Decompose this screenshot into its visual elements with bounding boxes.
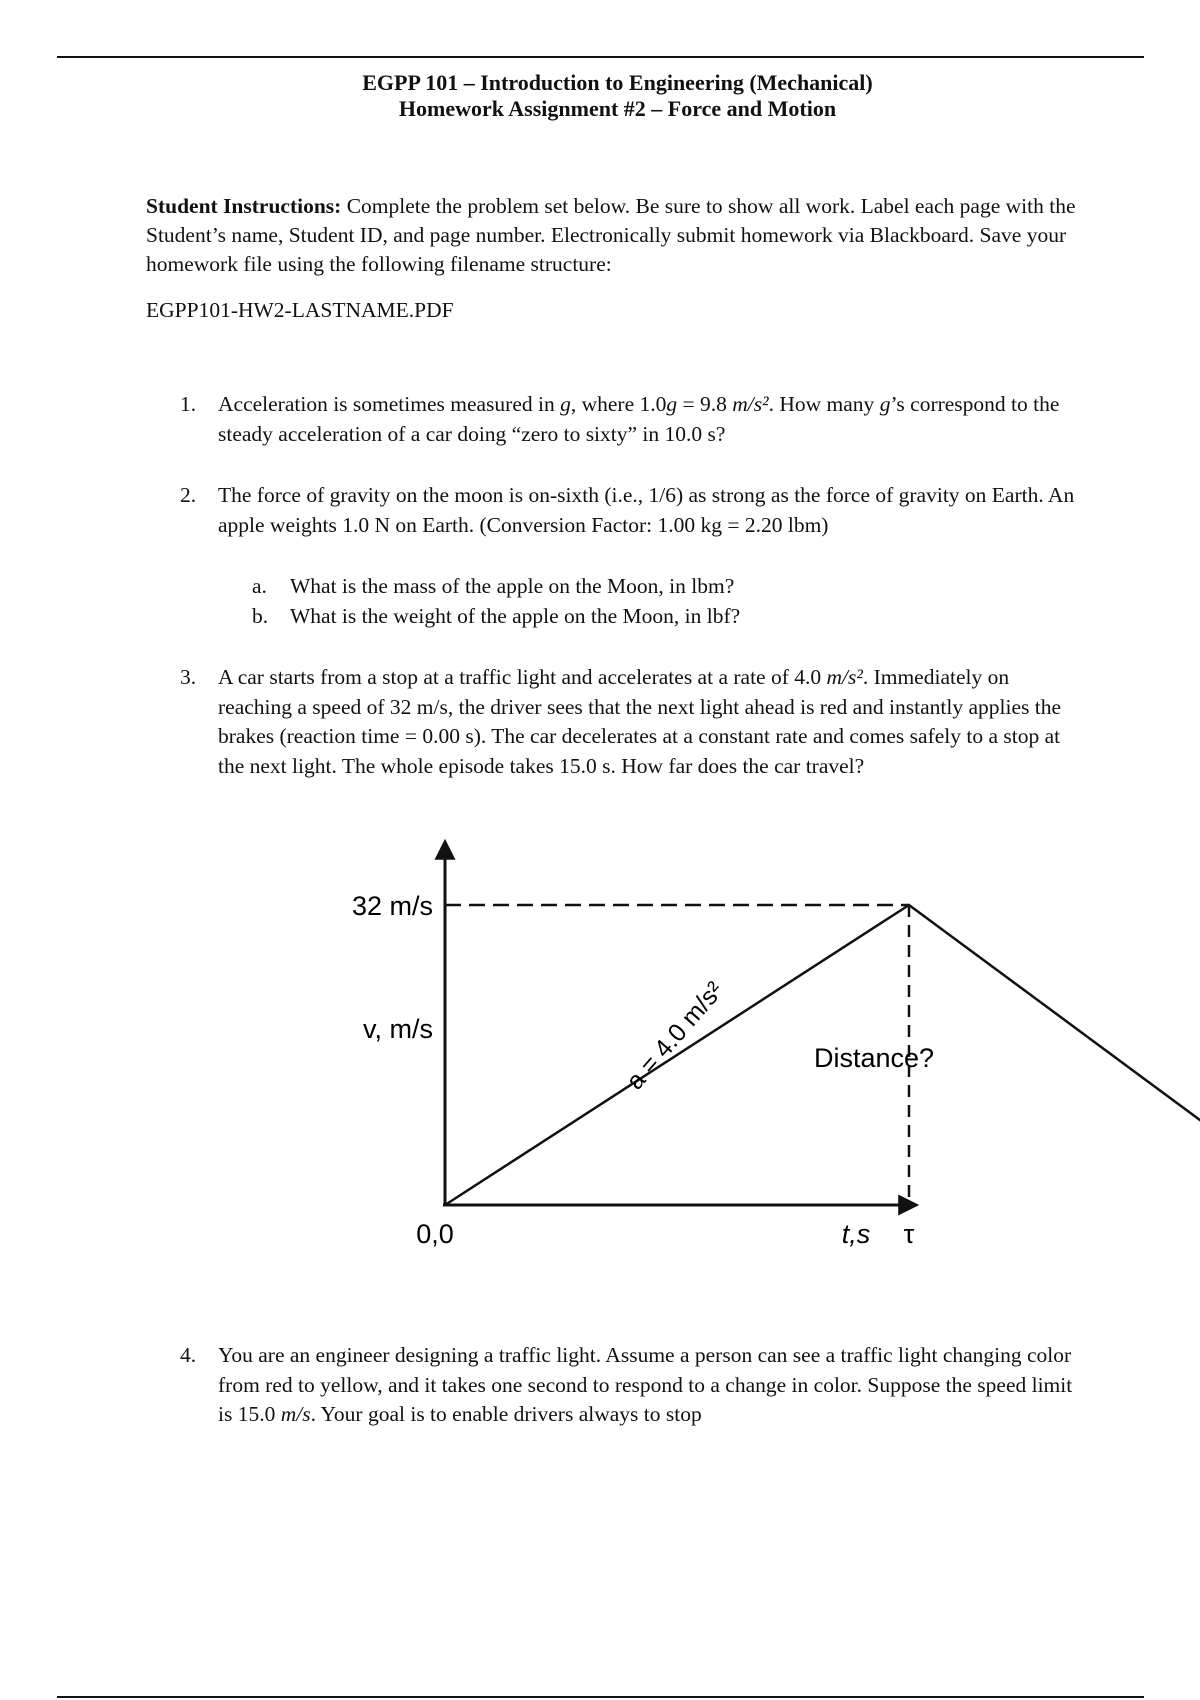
course-title: EGPP 101 – Introduction to Engineering (Mechanical): [362, 70, 873, 95]
q1-g2: g: [879, 392, 891, 416]
x-axis-label: t,s: [841, 1219, 871, 1249]
q1-text-3: = 9.8: [677, 392, 733, 416]
q3-text-2: . Immediately on reaching a speed of 32 m/s, the driver sees that the next light ahead is red and instantly applies the brakes (reaction time = 0.00 s). The car decelerates at a constant rate and comes safely to a stop at the next light. The whole episode takes 15.0 s. How far does the car travel?: [218, 665, 1062, 778]
q1-text-1: Acceleration is sometimes measured in: [218, 392, 561, 416]
sub-label: a.: [252, 574, 267, 598]
instructions-text: Complete the problem set below. Be sure to show all work. Label each page with the Student’s name, Student ID, and page number. Electronically submit homework via Blackboard. Save your homework file using the following filename structure:: [146, 194, 1076, 276]
question-text: The force of gravity on the moon is on-sixth (i.e., 1/6) as strong as the force of gravity on Earth. An apple weights 1.0 N on Earth. (Conversion Factor: 1.00 kg = 2.20 lbm): [218, 483, 1075, 537]
q1-text-5: ’s correspond to the steady acceleration of a car doing “zero to sixty” in 10.0 s?: [218, 392, 1060, 446]
acceleration-label: a = 4.0 m/s²: [620, 976, 730, 1096]
tau-label: τ: [903, 1219, 915, 1249]
question-number: 1.: [180, 392, 197, 416]
y-tick-label: 32 m/s: [351, 891, 433, 921]
question-number: 4.: [180, 1343, 197, 1367]
filename-structure: EGPP101-HW2-LASTNAME.PDF: [146, 298, 454, 322]
q4-text-2: . Your goal is to enable drivers always to stop: [310, 1402, 702, 1426]
q4-unit: m/s: [280, 1402, 311, 1426]
distance-label: Distance?: [814, 1043, 935, 1073]
q1-g: g: [560, 392, 571, 416]
q3-text-1: A car starts from a stop at a traffic light and accelerates at a rate of 4.0: [218, 665, 827, 689]
sub-label: b.: [252, 604, 269, 628]
q1-text-2: , where 1.0: [570, 392, 667, 416]
instructions-label: Student Instructions:: [146, 194, 342, 218]
assignment-title: Homework Assignment #2 – Force and Motion: [398, 96, 837, 121]
q3-unit: m/s²: [826, 665, 863, 689]
question-text: [218, 1341, 1085, 1430]
origin-label: 0,0: [416, 1219, 454, 1249]
y-axis-label: v, m/s: [363, 1014, 433, 1044]
q1-g-eq: g: [666, 392, 678, 416]
q4-text-1: You are an engineer designing a traffic light. Assume a person can see a traffic light changing color from red to yellow, and it takes one second to respond to a change in color. Suppose the speed limit is 15.0: [218, 1343, 1073, 1426]
q1-unit: m/s²: [732, 392, 769, 416]
question-number: 3.: [180, 665, 197, 689]
q1-text-4: . How many: [768, 392, 880, 416]
question-4: [180, 1341, 1085, 1430]
sub-text: What is the weight of the apple on the Moon, in lbf?: [290, 604, 741, 628]
question-number: 2.: [180, 483, 197, 507]
bottom-rule: [57, 1696, 1144, 1698]
sub-text: What is the mass of the apple on the Moon, in lbm?: [290, 574, 735, 598]
